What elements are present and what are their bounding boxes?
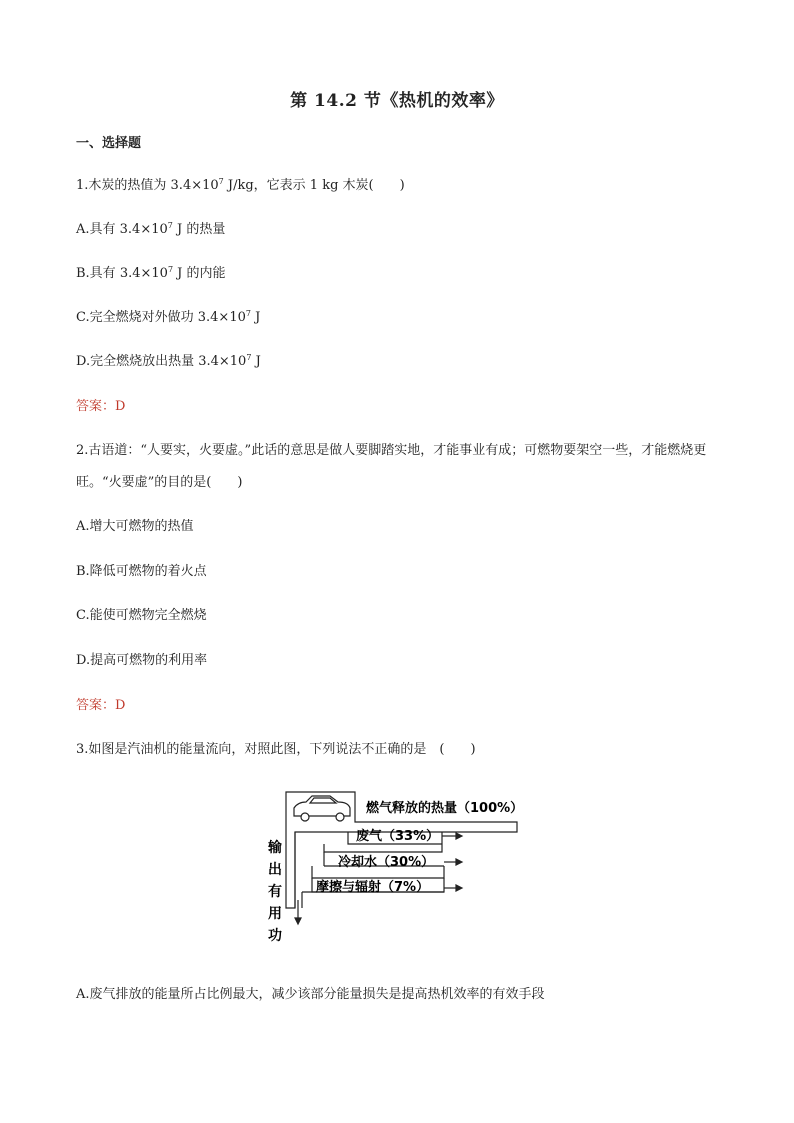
svg-text:输: 输: [268, 840, 282, 856]
question-1-answer: 答案：D: [76, 399, 126, 414]
question-2-answer: 答案：D: [76, 698, 126, 713]
svg-text:功: 功: [268, 928, 282, 944]
question-3-stem: 3.如图是汽油机的能量流向，对照此图，下列说法不正确的是 ( ): [76, 742, 476, 757]
total-heat-label: 燃气释放的热量（100%）: [366, 801, 524, 816]
exhaust-label: 废气（33%）: [356, 829, 440, 844]
question-1-option-c: C.完全燃烧对外做功 $3.4\times 10^7$ J: [76, 309, 261, 325]
question-1-stem: 1.木炭的热值为 $3.4\times 10^7$ J/kg，它表示 1 kg 木炭( ): [76, 177, 405, 193]
question-1-option-b: B.具有 $3.4\times 10^7$ J 的内能: [76, 265, 226, 281]
svg-text:用: 用: [268, 906, 282, 922]
page-title: 第 14.2 节《热机的效率》: [290, 91, 504, 111]
question-1-option-d: D.完全燃烧放出热量 $3.4\times 10^7$ J: [76, 353, 261, 369]
question-3-option-a: A.废气排放的能量所占比例最大，减少该部分能量损失是提高热机效率的有效手段: [76, 987, 545, 1002]
question-2-option-a: A.增大可燃物的热值: [76, 519, 194, 534]
energy-flow-diagram: [262, 790, 542, 950]
svg-text:有: 有: [268, 884, 282, 900]
cooling-label: 冷却水（30%）: [338, 855, 435, 870]
question-1-option-a: A.具有 $3.4\times 10^7$ J 的热量: [76, 221, 226, 237]
question-2-option-b: B.降低可燃物的着火点: [76, 564, 207, 579]
output-work-label: [267, 839, 282, 944]
cooling-band: [324, 844, 442, 852]
svg-text:出: 出: [268, 862, 282, 878]
question-2-stem: 2.古语道：“人要实，火要虚。”此话的意思是做人要脚踏实地，才能事业有成；可燃物要架空一些，才能燃烧更旺。“火要虚”的目的是( ): [76, 443, 707, 490]
friction-label: 摩擦与辐射（7%）: [316, 880, 430, 895]
car-icon: [294, 796, 350, 821]
question-2-option-d: D.提高可燃物的利用率: [76, 653, 208, 668]
section-heading: 一、选择题: [76, 136, 142, 151]
question-2-option-c: C.能使可燃物完全燃烧: [76, 608, 207, 623]
